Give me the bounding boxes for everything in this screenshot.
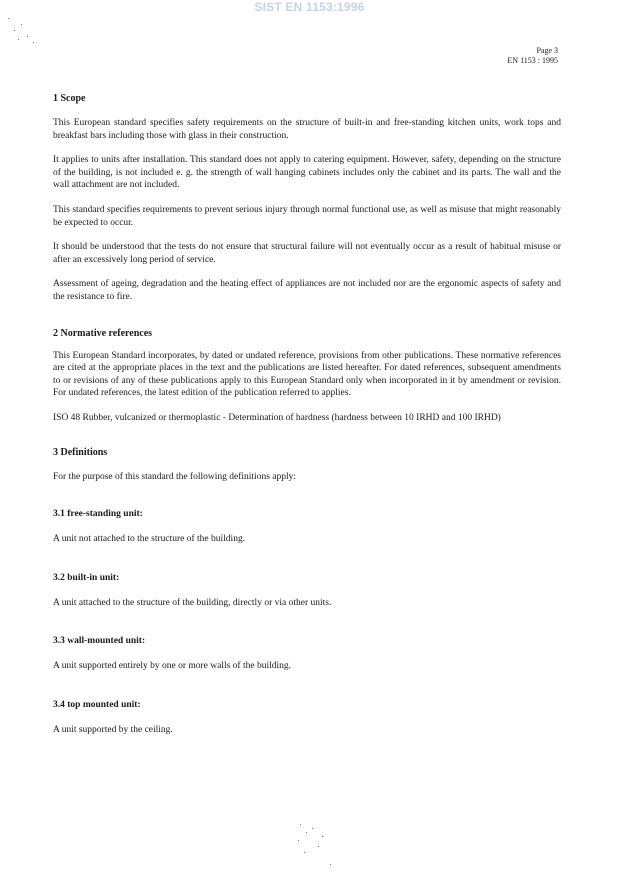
definitions-heading: 3 Definitions bbox=[53, 446, 108, 458]
definition-heading-free-standing: 3.1 free-standing unit: bbox=[53, 509, 143, 520]
definition-heading-top-mounted: 3.4 top mounted unit: bbox=[53, 699, 141, 710]
scope-heading: 1 Scope bbox=[53, 93, 86, 104]
definition-heading-wall-mounted: 3.3 wall-mounted unit: bbox=[53, 636, 146, 647]
definition-text-wall-mounted: A unit supported entirely by one or more walls of the building. bbox=[53, 661, 291, 672]
definition-heading-built-in: 3.2 built-in unit: bbox=[53, 572, 120, 583]
normative-paragraph: This European Standard incorporates, by dated or undated reference, provisions from other publications. These normative references are cited at the appropriate places in the text and the publications are listed hereafter. For dated references, subsequent amendments to or revisions of any of these publications apply to this European Standard only when incorporated in it by amendment or revision. For undated references, the latest edition of the publication referred to applies. bbox=[53, 350, 561, 399]
scope-paragraph-5: Assessment of ageing, degradation and the heating effect of appliances are not included nor are the ergonomic aspects of safety and the resistance to fire. bbox=[53, 279, 561, 302]
scope-paragraph-3: This standard specifies requirements to prevent serious injury through normal functional use, as well as misuse that might reasonably be expected to occur. bbox=[53, 204, 561, 228]
definition-text-free-standing: A unit not attached to the structure of the building. bbox=[53, 534, 246, 545]
standard-number: EN 1153 : 1995 bbox=[507, 56, 558, 65]
scope-paragraph-2: It applies to units after installation. This standard does not apply to catering equipment. However, safety, depending on the structure of the building, is not included e. g. the strength of wall hanging cabinets includes only the cabinet and its parts. The wall and the wall attachment are not included. bbox=[53, 155, 561, 191]
document-body bbox=[53, 93, 561, 736]
page-number: Page 3 bbox=[536, 46, 558, 55]
definitions-intro: For the purpose of this standard the following definitions apply: bbox=[53, 471, 297, 482]
definition-text-built-in: A unit attached to the structure of the building, directly or via other units. bbox=[53, 597, 332, 608]
normative-references-heading: 2 Normative references bbox=[53, 327, 153, 339]
definition-text-top-mounted: A unit supported by the ceiling. bbox=[53, 724, 173, 735]
iso-48-reference: ISO 48 Rubber, vulcanized or thermoplastic - Determination of hardness (hardness between 10 IRHD and 100 IRHD) bbox=[53, 412, 501, 423]
scope-paragraph-4: It should be understood that the tests do not ensure that structural failure will not eventually occur as a result of habitual misuse or after an excessively long period of service. bbox=[53, 242, 561, 265]
scope-paragraph-1: This European standard specifies safety requirements on the structure of built-in and free-standing kitchen units, work tops and breakfast bars including those with glass in their construction. bbox=[53, 118, 561, 141]
page-header bbox=[507, 46, 558, 66]
watermark: SIST EN 1153:1996 bbox=[254, 0, 365, 14]
